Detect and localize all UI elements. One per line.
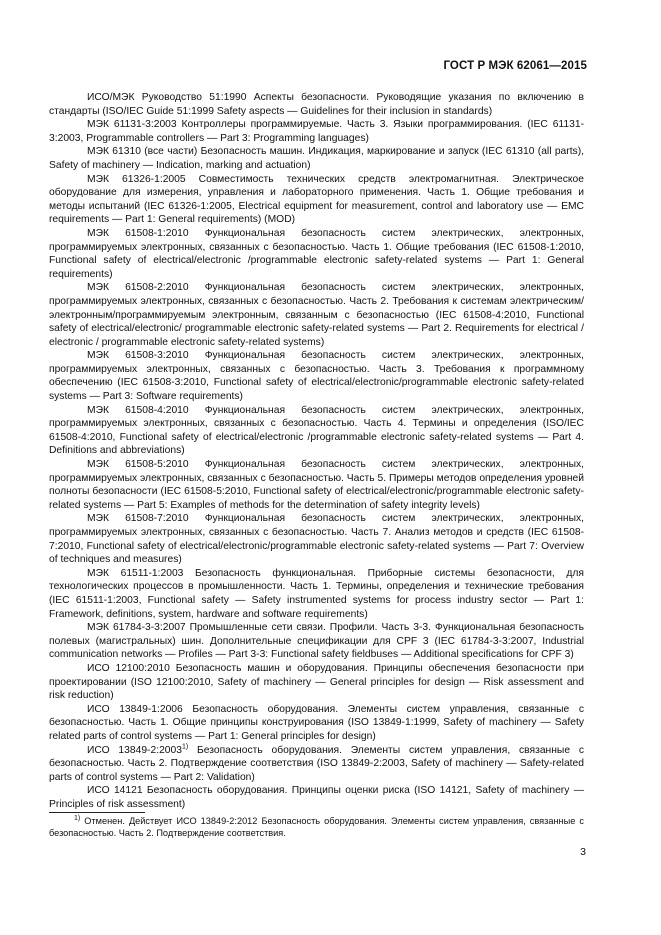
reference-entry: МЭК 61310 (все части) Безопасность машин. Индикация, маркирование и запуск (IEC 61310 (all parts), Safety of machinery — Indication, marking and actuation)	[49, 146, 584, 171]
standard-designation: ГОСТ Р МЭК 62061—2015	[443, 60, 587, 72]
reference-entry: ИСО 13849-1:2006 Безопасность оборудования. Элементы систем управления, связанные с безопасностью. Часть 1. Общие принципы конструирования (ISO 13849-1:1999, Safety of machinery — Safety related parts of control systems — Part 1: General principles for design)	[49, 703, 584, 742]
footnote	[49, 815, 584, 840]
reference-designation: ИСО 13849-2:2003	[87, 744, 182, 756]
reference-entry: МЭК 61784-3-3:2007 Промышленные сети связи. Профили. Часть 3-3. Функциональная безопасность полевых (магистральных) шин. Дополнительные спецификации для CPF 3 (IEC 61784-3-3:2007, Industrial communication networks — Profiles — Part 3-3: Functional safety fieldbuses — Additional specifications for CPF 3)	[49, 622, 584, 661]
reference-entry: МЭК 61508-7:2010 Функциональная безопасность систем электрических, электронных, программируемых электронных, связанных с безопасностью. Часть 7. Анализ методов и средств (IEC 61508-7:2010, Functional safety of electrical/electronic/programmable electronic safety-related systems — Part 7: Overview of techniques and measures)	[49, 513, 584, 566]
reference-entry: ИСО 12100:2010 Безопасность машин и оборудования. Принципы обеспечения безопасности при проектировании (ISO 12100:2010, Safety of machinery — General principles for design — Risk assessment and risk reduction)	[49, 662, 584, 702]
page-number: 3	[580, 846, 586, 858]
reference-entry: МЭК 61508-2:2010 Функциональная безопасность систем электрических, электронных, программируемых электронных, связанных с безопасностью. Часть 2. Требования к системам электрическим/электронным/программируемым электронным, связанным с безопасностью (IEC 61508-4:2010, Functional safety of electrical/electronic/ programmable electronic safety-related systems — Part 2. Requirements for electrical / electronic / programmable electronic safety-related systems)	[49, 282, 584, 348]
reference-entry: МЭК 61508-4:2010 Функциональная безопасность систем электрических, электронных, программируемых электронных, связанных с безопасностью. Часть 4. Термины и определения (ISO/IEC 61508-4:2010, Functional safety of electrical/electronic /programmable electronic safety-related systems — Part 4. Definitions and abbreviations)	[49, 404, 584, 457]
footnote-text: Отменен. Действует ИСО 13849-2:2012 Безопасность оборудования. Элементы систем управления, связанные с безопасностью. Часть 2. Подтверждение соответствия.	[49, 816, 584, 839]
reference-entry: МЭК 61326-1:2005 Совместимость технических средств электромагнитная. Электрическое оборудование для измерения, управления и лабораторного применения. Часть 1. Общие требования и методы испытаний (IEC 61326-1:2005, Electrical equipment for measurement, control and laboratory use — EMC requirements — Part 1: General requirements) (MOD)	[49, 173, 584, 226]
reference-entry: МЭК 61508-3:2010 Функциональная безопасность систем электрических, электронных, программируемых электронных, связанных с безопасностью. Часть 3. Требования к программному обеспечению (IEC 61508-3:2010, Functional safety of electrical/electronic/programmable electronic safety-related systems — Part 3: Software requirements)	[49, 350, 584, 403]
reference-entry: ИСО 14121 Безопасность оборудования. Принципы оценки риска (ISO 14121, Safety of machinery — Principles of risk assessment)	[49, 785, 584, 810]
reference-entry: МЭК 61131-3:2003 Контроллеры программируемые. Часть 3. Языки программирования. (IEC 61131-3:2003, Programmable controllers — Part 3: Programming languages)	[49, 119, 584, 144]
reference-entry: МЭК 61508-5:2010 Функциональная безопасность систем электрических, электронных, программируемых электронных, связанных с безопасностью. Часть 5. Примеры методов определения уровней полноты безопасности (IEC 61508-5:2010, Functional safety of electrical/electronic/programmable electronic safety-related systems — Part 5: Examples of methods for the determination of safety integrity levels)	[49, 459, 584, 511]
reference-entry: МЭК 61511-1:2003 Безопасность функциональная. Приборные системы безопасности, для технологических процессов в промышленности. Часть 1. Термины, определения и технические требования (IEC 61511-1:2003, Functional safety — Safety instrumented systems for process industry sector — Part 1: Framework, definitions, system, hardware and software requirements)	[49, 567, 584, 620]
footnote-separator	[49, 812, 145, 813]
normative-references-list	[49, 91, 584, 811]
reference-title: Безопасность оборудования. Элементы систем управления, связанные с безопасностью. Часть 2. Подтверждение соответствия (ISO 13849-2:2003, Safety of machinery — Safety-related parts of control systems — Part 2: Validation)	[49, 744, 584, 783]
reference-entry: МЭК 61508-1:2010 Функциональная безопасность систем электрических, электронных, программируемых электронных, связанных с безопасностью. Часть 1. Общие требования (IEC 61508-1:2010, Functional safety of electrical/electronic /programmable electronic safety-related systems — Part 1: General requirements)	[49, 227, 584, 280]
footnote-marker: 1)	[181, 743, 189, 751]
footnote-marker: 1)	[74, 814, 81, 822]
reference-entry: ИСО/МЭК Руководство 51:1990 Аспекты безопасности. Руководящие указания по включению в стандарты (ISO/IEC Guide 51:1999 Safety aspects — Guidelines for their inclusion in standards)	[49, 92, 584, 117]
reference-entry-with-footnote	[49, 744, 584, 785]
